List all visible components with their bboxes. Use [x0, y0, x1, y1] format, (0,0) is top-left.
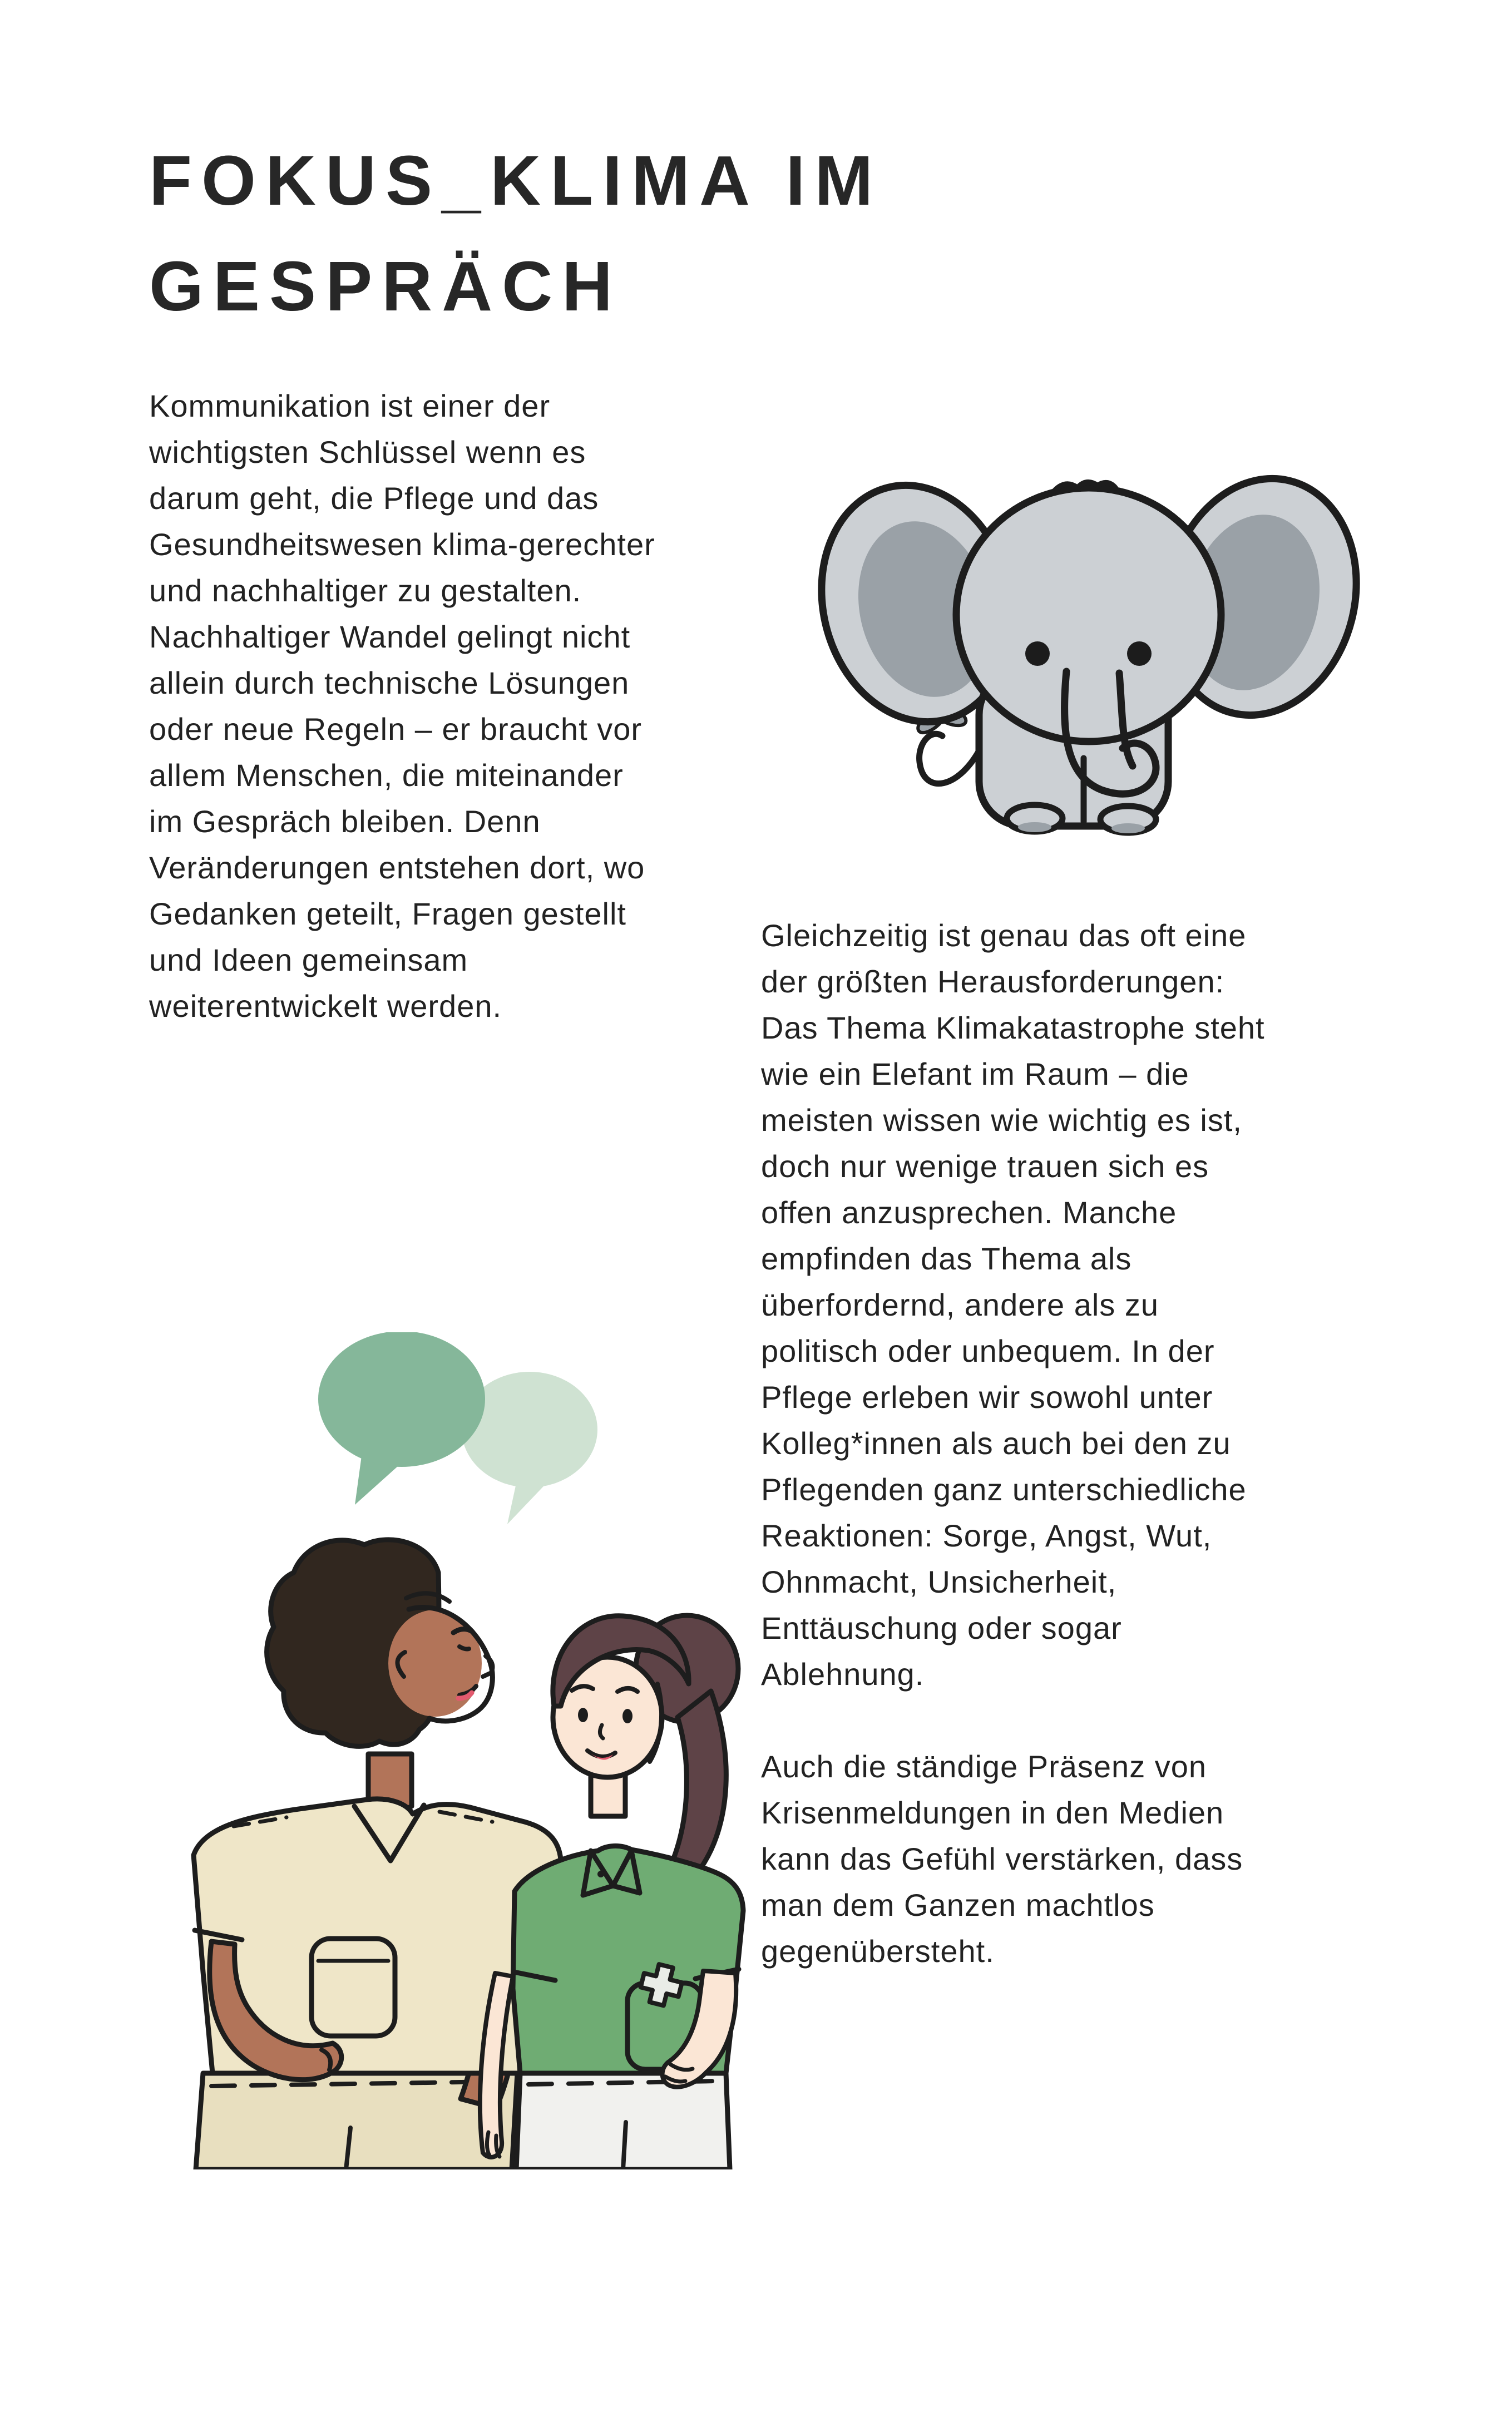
elephant-toenail [1111, 823, 1145, 833]
media-paragraph: Auch die ständige Präsenz von Krisenmeldungen in den Medien kann das Gefühl verstärken, dass man dem Ganzen machtlos gegenübersteht. [761, 1749, 1243, 1969]
challenge-paragraph: Gleichzeitig ist genau das oft eine der größten Herausforderungen: Das Thema Klimakatastrophe steht wie ein Elefant im Raum – die meisten wissen wie wichtig es ist, doch nur wenige trauen sich es offen anzusprechen. Manche empfinden das Thema als überfordernd, andere als zu politisch oder unbequem. In der Pflege erleben wir sowohl unter Kolleg*innen als auch bei den zu Pflegenden ganz unterschiedliche Reaktionen: Sorge, Angst, Wut, Ohnmacht, Unsicherheit, Enttäuschung oder sogar Ablehnung. [761, 918, 1265, 1692]
elephant-illustration [818, 431, 1360, 837]
page-title-line-1: FOKUS_KLIMA IM [149, 141, 883, 220]
man-nurse-figure [194, 1540, 561, 2169]
woman-eye [622, 1709, 633, 1723]
speech-bubble-dark [318, 1332, 485, 1505]
woman-eye [578, 1708, 588, 1722]
elephant-left-eye [1025, 641, 1050, 666]
man-eye [459, 1647, 469, 1649]
woman-collar-button [597, 1871, 604, 1877]
elephant-right-eye [1127, 641, 1152, 666]
elephant-tail [920, 734, 982, 783]
woman-neck [591, 1775, 625, 1816]
man-nose [483, 1656, 492, 1677]
woman-leg-crease [623, 2122, 626, 2169]
elephant-toenail [1018, 822, 1051, 832]
page-title [149, 128, 882, 339]
page-title-line-2: GESPRÄCH [149, 247, 622, 325]
intro-paragraph: Kommunikation ist einer der wichtigsten Schlüssel wenn es darum geht, die Pflege und das Gesundheitswesen klima-gerechter und nachhaltiger zu gestalten. Nachhaltiger Wandel gelingt nicht allein durch technische Lösungen oder neue Regeln – er braucht vor allem Menschen, die miteinander im Gespräch bleiben. Denn Veränderungen entstehen dort, wo Gedanken geteilt, Fragen gestellt und Ideen gemeinsam weiterentwickelt werden. [149, 388, 655, 1024]
elephant-head [956, 488, 1221, 742]
woman-nurse-figure [480, 1615, 743, 2169]
conversation-illustration [128, 1332, 748, 2169]
woman-ponytail-tail [673, 1691, 726, 1875]
